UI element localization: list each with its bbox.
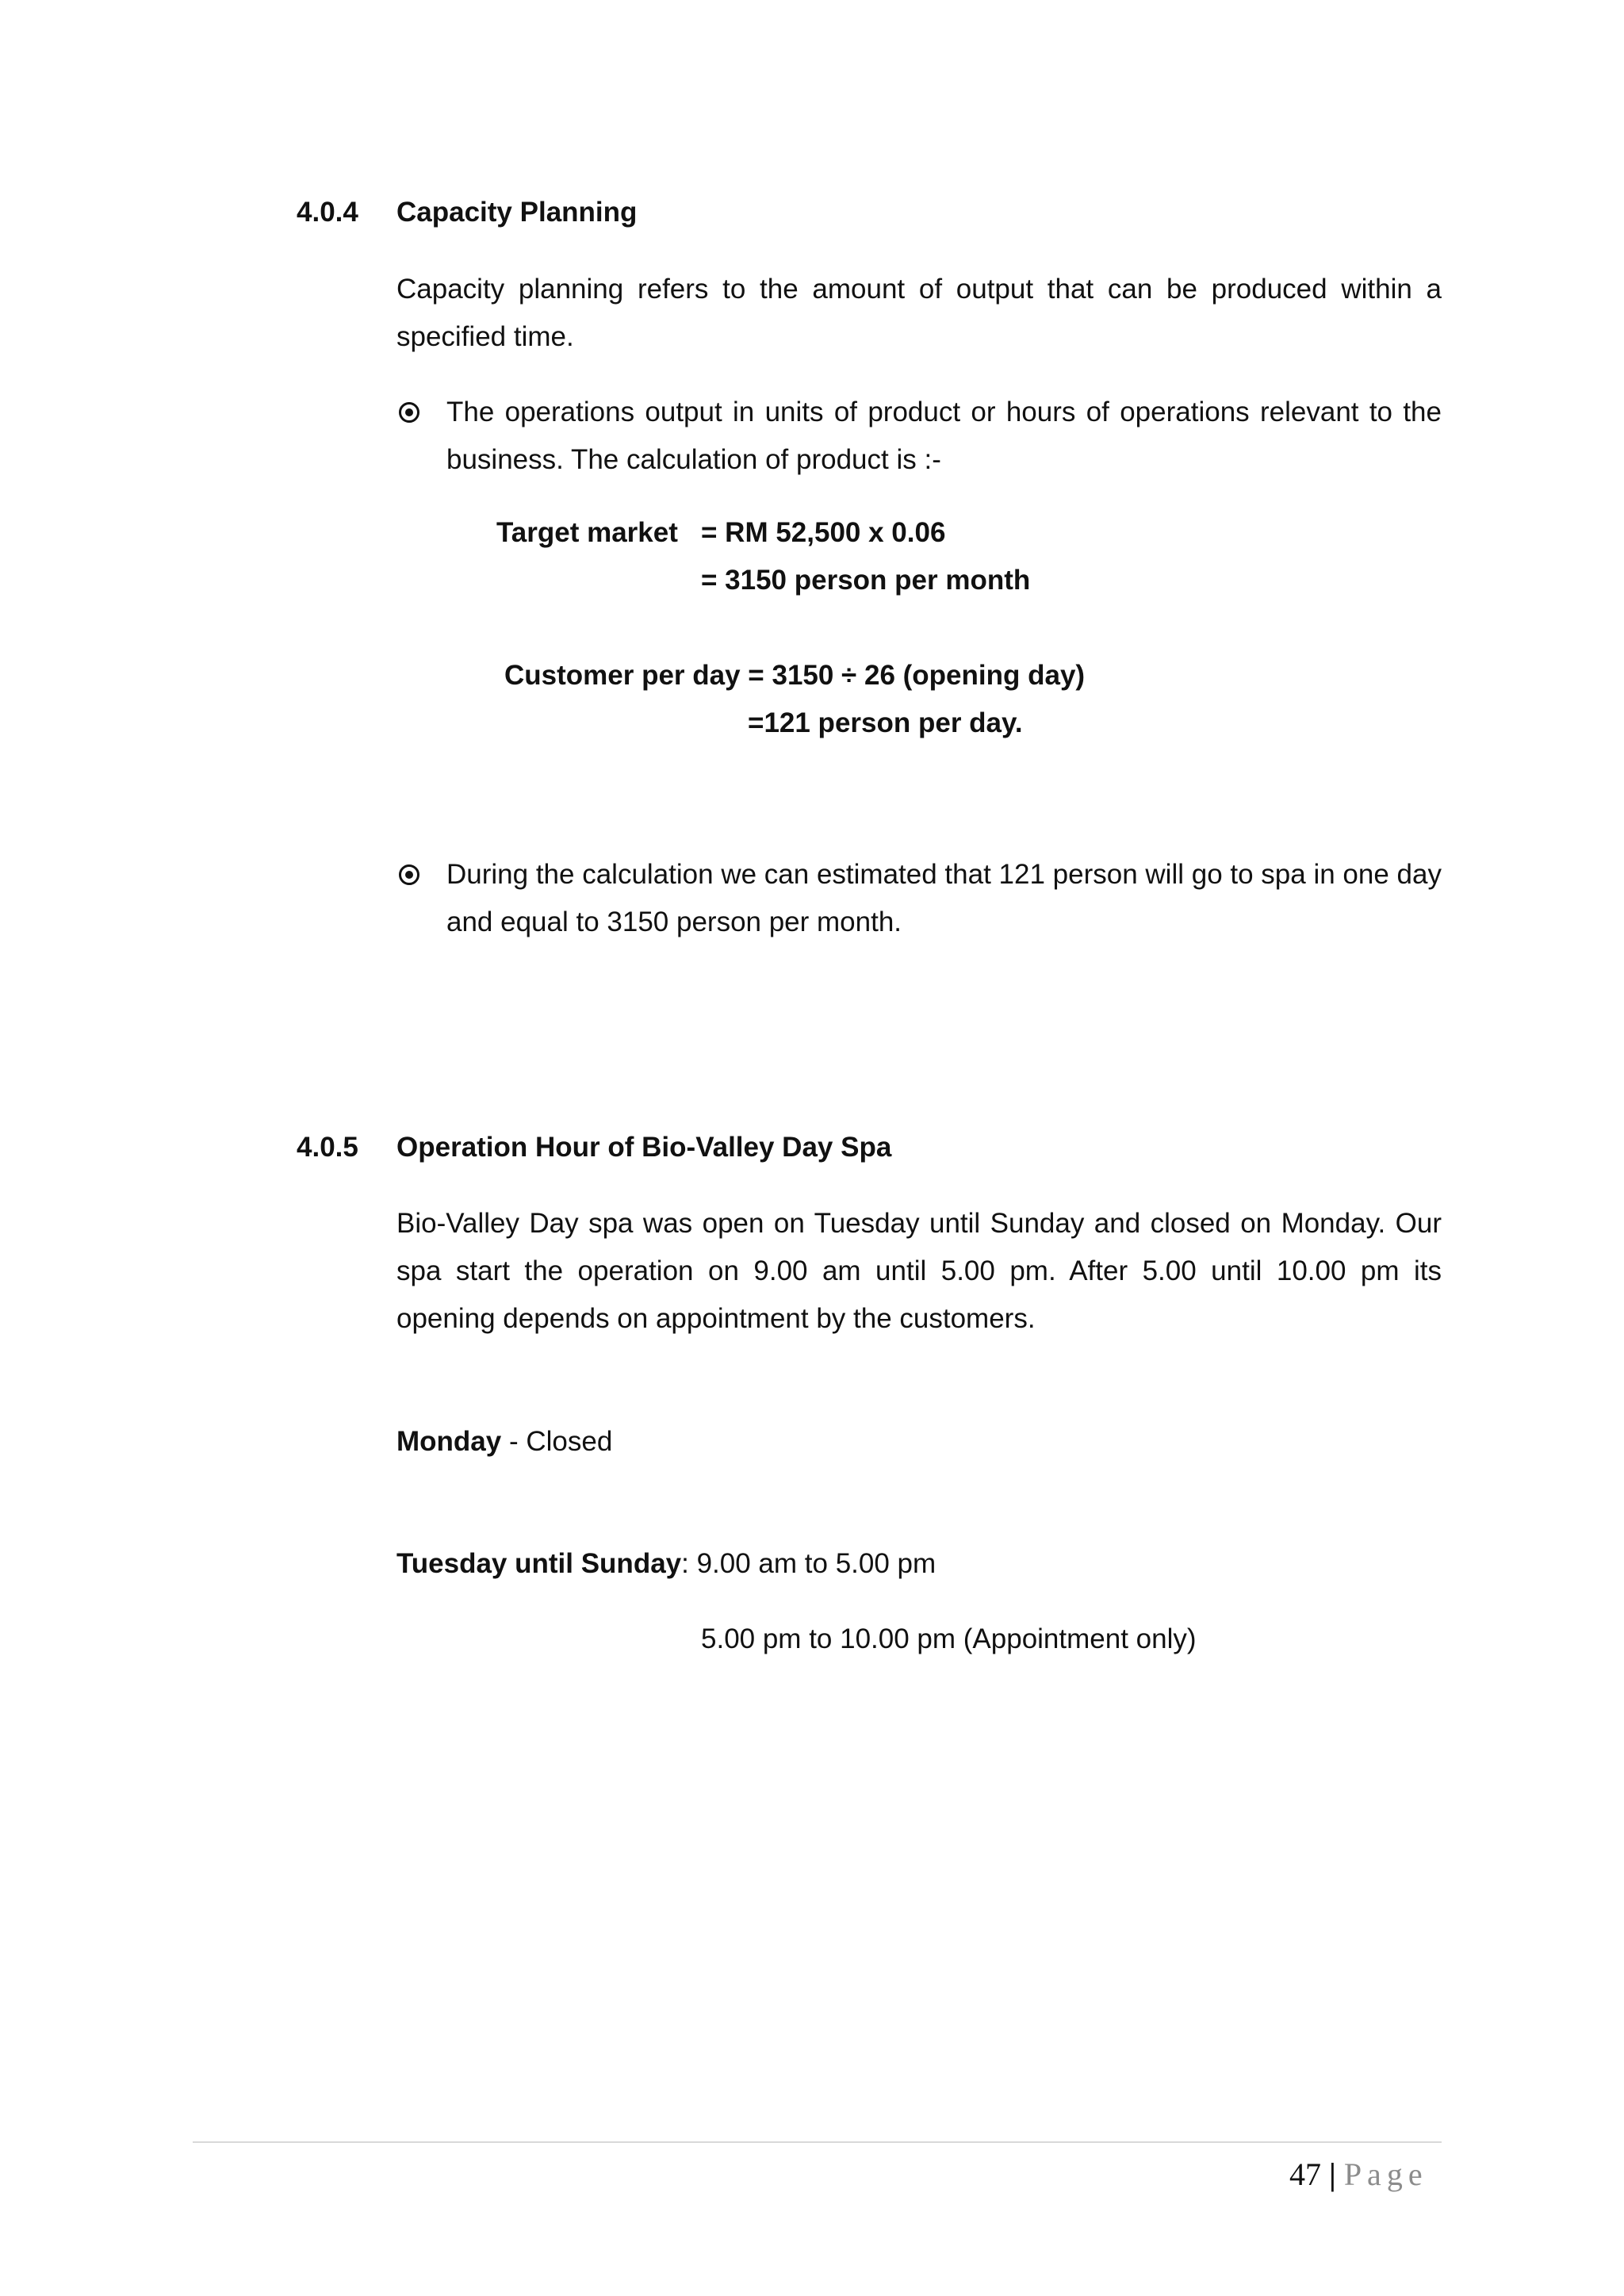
calc-target-label: Target market [496, 517, 678, 548]
calc-target-line1: = RM 52,500 x 0.06 [701, 517, 946, 548]
monday-value: - Closed [501, 1426, 613, 1457]
calc-customer-line1: Customer per day = 3150 ÷ 26 (opening day) [504, 660, 1086, 691]
radio-bullet-icon [399, 402, 419, 423]
capacity-intro-paragraph: Capacity planning refers to the amount of output that can be produced within a specified time. [396, 274, 1442, 352]
page-number: 47 [1289, 2156, 1321, 2192]
footer-divider [193, 2141, 1442, 2143]
operation-hour-paragraph: Bio-Valley Day spa was open on Tuesday until Sunday and closed on Monday. Our spa start the operation on 9.00 am until 5.00 pm. After 5.00 until 10.00 pm its opening depends on appointment by the customers. [396, 1208, 1442, 1334]
radio-bullet-icon [399, 864, 419, 885]
tuesday-sunday-label: Tuesday until Sunday [396, 1548, 682, 1579]
tuesday-sunday-value1: : 9.00 am to 5.00 pm [681, 1548, 936, 1579]
calc-customer-line2: =121 person per day. [748, 707, 1023, 738]
bullet-operations-output: The operations output in units of product or hours of operations relevant to the business. The calculation of product is :- [446, 397, 1442, 475]
page-separator: | [1321, 2156, 1344, 2192]
calc-target-line2: = 3150 person per month [701, 565, 1031, 596]
tuesday-sunday-hours [396, 1548, 936, 1580]
section-number-405: 4.0.5 [297, 1132, 358, 1163]
section-title-capacity-planning: Capacity Planning [396, 197, 638, 228]
section-title-operation-hour: Operation Hour of Bio-Valley Day Spa [396, 1132, 892, 1163]
monday-hours [396, 1426, 612, 1458]
page-footer [1289, 2156, 1428, 2193]
tuesday-sunday-value2: 5.00 pm to 10.00 pm (Appointment only) [701, 1623, 1197, 1654]
page-word: Page [1343, 2156, 1428, 2192]
section-number-404: 4.0.4 [297, 197, 358, 228]
monday-label: Monday [396, 1426, 502, 1457]
bullet-calculation-estimate: During the calculation we can estimated that 121 person will go to spa in one day and equal to 3150 person per month. [446, 859, 1442, 937]
